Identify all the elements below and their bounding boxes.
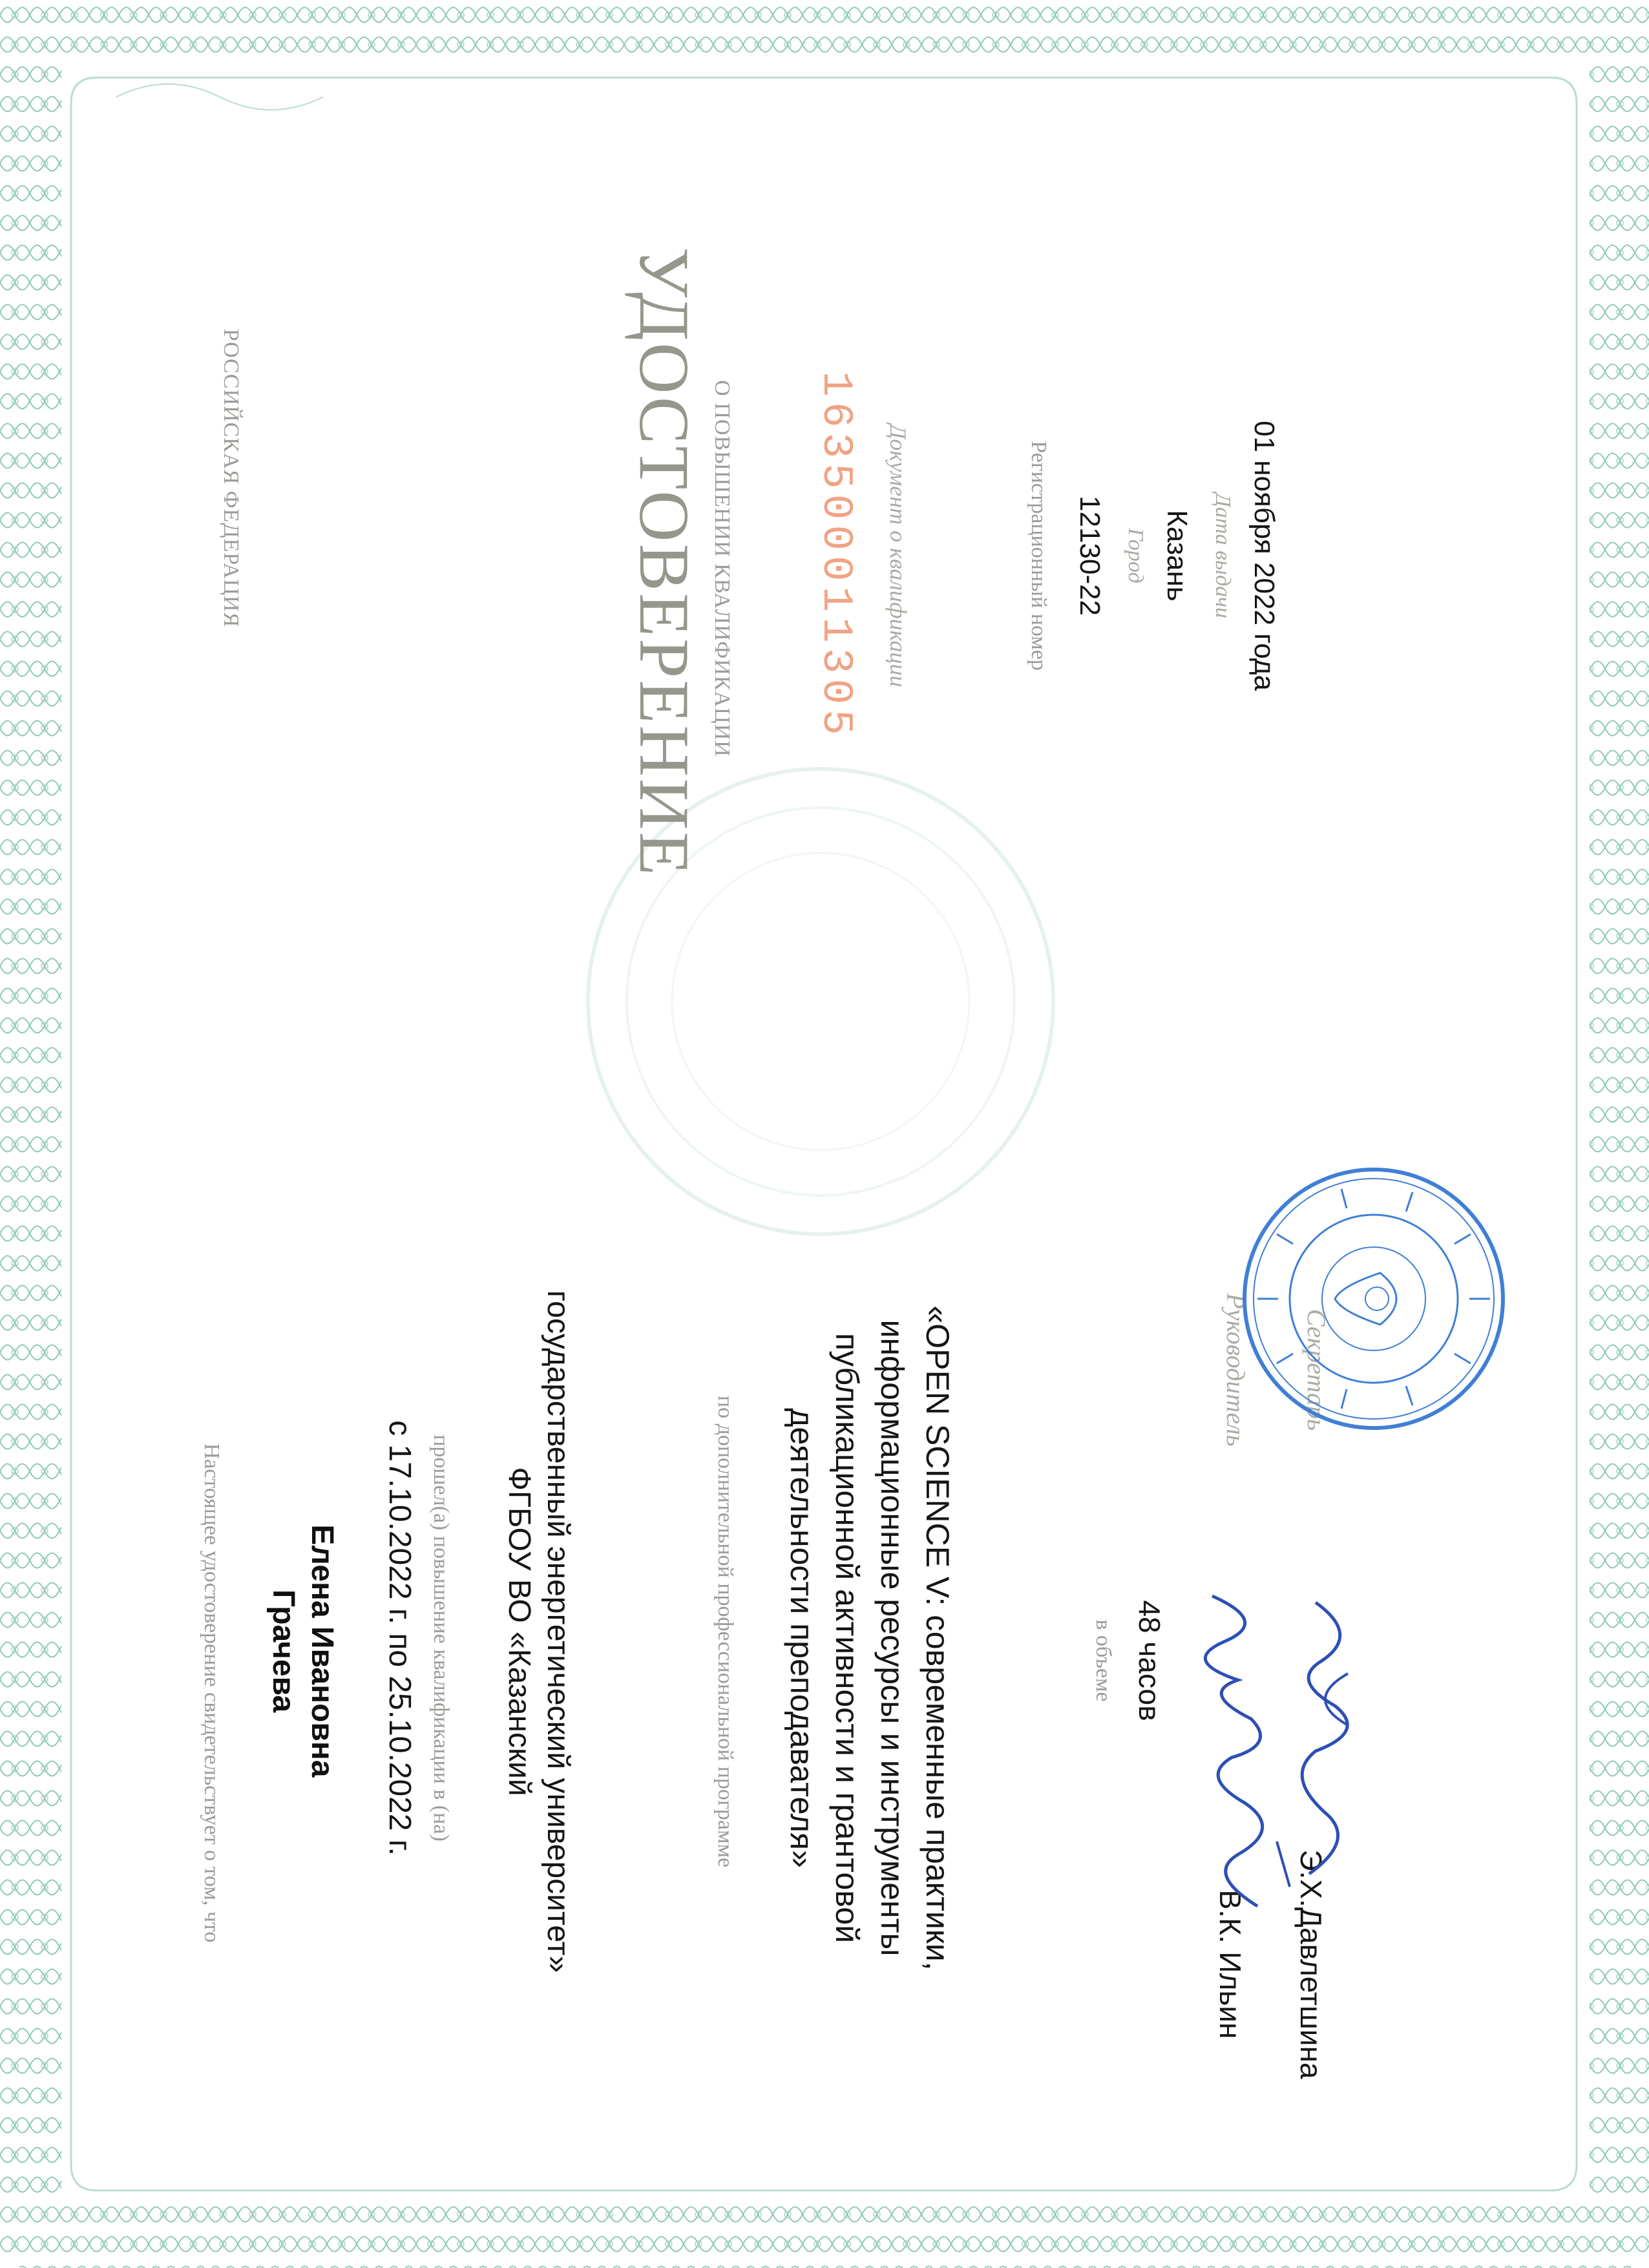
official-seal: [1238, 1163, 1509, 1434]
certificate-content: [17, 0, 1632, 2203]
document-number: 163500011305: [812, 371, 860, 740]
secretary-name: Э.Х.Давлетшина: [1294, 1849, 1328, 2079]
recipient-surname: Грачева: [266, 1589, 300, 1713]
program-label: по дополнительной профессиональной программе: [713, 1395, 737, 1868]
head-name: В.К. Ильин: [1213, 1889, 1247, 2039]
passed-label: прошел(а) повышение квалификации в (на): [429, 1434, 453, 1842]
institution-line-1: ФГБОУ ВО «Казанский: [502, 1467, 536, 1796]
city-label: Город: [1124, 528, 1148, 583]
secretary-signature: [1270, 1583, 1374, 1919]
registration-label: Регистрационный номер: [1027, 441, 1051, 671]
recipient-given-names: Елена Ивановна: [305, 1524, 339, 1778]
secretary-signature-label: Секретарь: [1302, 1308, 1331, 1431]
program-title: «OPEN SCIENCE V: современные практики, информационные ресурсы и инструменты публикационной активности и грантовой деятельности преподавателя»: [784, 1305, 956, 1971]
certificate-subtitle: О ПОВЫШЕНИИ КВАЛИФИКАЦИИ: [710, 380, 734, 757]
institution-line-2: государственный энергетический университет»: [541, 1290, 575, 1973]
issue-date: 01 ноября 2022 года: [1248, 421, 1280, 691]
head-signature-label: Руководитель: [1221, 1293, 1250, 1447]
volume-hours: 48 часов: [1133, 1600, 1166, 1721]
document-number-label: Документ о квалификации: [885, 424, 911, 688]
intro-text: Настоящее удостоверение свидетельствует о том, что: [200, 1443, 224, 1943]
certificate-title: УДОСТОВЕРЕНИЕ: [625, 247, 704, 877]
country-label: РОССИЙСКАЯ ФЕДЕРАЦИЯ: [219, 328, 243, 628]
training-period: с 17.10.2022 г. по 25.10.2022 г.: [383, 1420, 417, 1856]
volume-label: в объеме: [1091, 1619, 1115, 1702]
city: Казань: [1161, 510, 1193, 602]
issue-date-label: Дата выдачи: [1211, 493, 1235, 618]
registration-number: 12130-22: [1074, 496, 1106, 616]
